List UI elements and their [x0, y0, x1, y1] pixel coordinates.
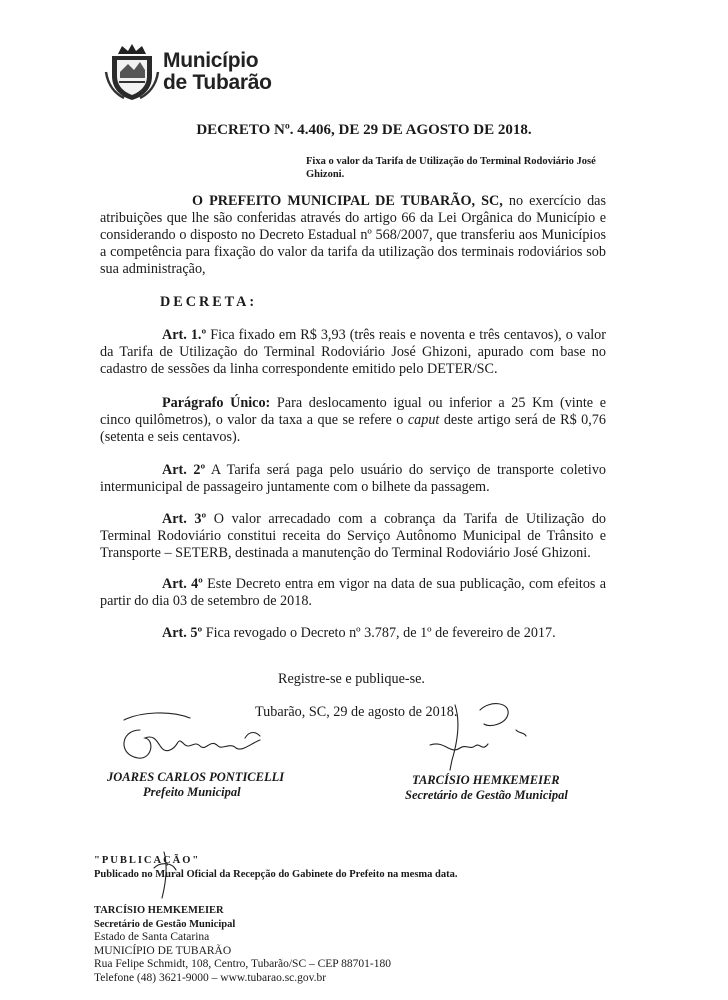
paragrafo-caput: caput: [407, 412, 440, 428]
article-1-text: Fica fixado em R$ 3,93 (três reais e noventa e três centavos), o valor da Tarifa de Utilização do Terminal Rodoviário José Ghizoni, apurado com base no cadastro de sessões da linha correspondente emitido pelo DETER/SC.: [100, 327, 606, 377]
municipality-logo-text: [163, 50, 272, 94]
preamble-bold: O PREFEITO MUNICIPAL DE TUBARÃO, SC,: [192, 193, 503, 209]
article-4-label: Art. 4º: [162, 576, 203, 592]
article-2-text: A Tarifa será paga pelo usuário do serviço de transporte coletivo intermunicipal de passageiro juntamente com o bilhete da passagem.: [100, 462, 607, 495]
article-1-label: Art. 1.º: [162, 327, 207, 343]
logo-line1: Município: [163, 49, 259, 72]
secretary-name: TARCÍSIO HEMKEMEIER: [412, 773, 560, 787]
paragrafo-text-b: deste artigo será de R$ 0,76 (setenta e seis centavos).: [100, 412, 606, 445]
article-3-text: O valor arrecadado com a cobrança da Tarifa de Utilização do Terminal Rodoviário constitui receita do Serviço Autônomo Municipal de Trânsito e Transporte – SETERB, destinada a manutenção do Terminal Rodoviário José Ghizoni.: [100, 511, 607, 561]
decree-summary: Fixa o valor da Tarifa de Utilização do Terminal Rodoviário José Ghizoni.: [306, 156, 596, 180]
publication-heading: "PUBLICAÇÃO": [94, 855, 201, 866]
article-4: [100, 576, 606, 610]
mayor-signature-block: [107, 770, 307, 800]
place-and-date: Tubarão, SC, 29 de agosto de 2018.: [255, 704, 458, 720]
footer-role: Secretário de Gestão Municipal: [94, 918, 236, 930]
article-3-label: Art. 3º: [162, 511, 207, 527]
coat-of-arms-logo: [104, 42, 160, 102]
secretary-role: Secretário de Gestão Municipal: [405, 788, 568, 802]
article-5: [100, 625, 606, 642]
mayor-role: Prefeito Municipal: [143, 785, 241, 799]
decree-title: DECRETO Nº. 4.406, DE 29 DE AGOSTO DE 2018.: [196, 122, 532, 138]
article-4-text: Este Decreto entra em vigor na data de sua publicação, com efeitos a partir do dia 03 de setembro de 2018.: [100, 576, 606, 609]
footer-state: Estado de Santa Catarina: [94, 931, 210, 943]
article-2: [100, 462, 606, 496]
publication-text: Publicado no Mural Oficial da Recepção do Gabinete do Prefeito na mesma data.: [94, 869, 458, 880]
footer-address: Rua Felipe Schmidt, 108, Centro, Tubarão/SC – CEP 88701-180: [94, 958, 391, 970]
article-3: [100, 511, 606, 562]
decreta-heading: DECRETA:: [160, 294, 258, 310]
secretary-signature: [420, 700, 550, 772]
publication-initials-signature: [146, 848, 186, 908]
preamble-paragraph: [100, 193, 606, 278]
mayor-signature: [110, 700, 280, 770]
secretary-signature-block: [405, 773, 605, 803]
paragrafo-text-a: Para deslocamento igual ou inferior a 25 Km (vinte e cinco quilômetros), o valor da taxa a que se refere o: [100, 395, 606, 428]
footer-block: [94, 904, 391, 985]
footer-municipality: MUNICÍPIO DE TUBARÃO: [94, 944, 232, 957]
article-5-text: Fica revogado o Decreto nº 3.787, de 1º de fevereiro de 2017.: [202, 625, 556, 641]
footer-name: TARCÍSIO HEMKEMEIER: [94, 905, 224, 916]
closing-line: Registre-se e publique-se.: [278, 671, 425, 687]
preamble-text: no exercício das atribuições que lhe são conferidas através do artigo 66 da Lei Orgânica do Município e considerando o disposto no Decreto Estadual nº 568/2007, que transferiu aos Municípios a competência para fixação do valor da tarifa da utilização dos terminais rodoviários sob sua administração,: [100, 193, 606, 277]
article-5-label: Art. 5º: [162, 625, 203, 641]
article-1: [100, 327, 606, 378]
logo-line2: de Tubarão: [163, 71, 272, 94]
paragrafo-label: Parágrafo Único:: [162, 395, 271, 411]
footer-phone: Telefone (48) 3621-9000 – www.tubarao.sc.gov.br: [94, 971, 327, 984]
article-2-label: Art. 2º: [162, 462, 206, 478]
paragrafo-unico: [100, 395, 606, 446]
mayor-name: JOARES CARLOS PONTICELLI: [107, 770, 285, 784]
